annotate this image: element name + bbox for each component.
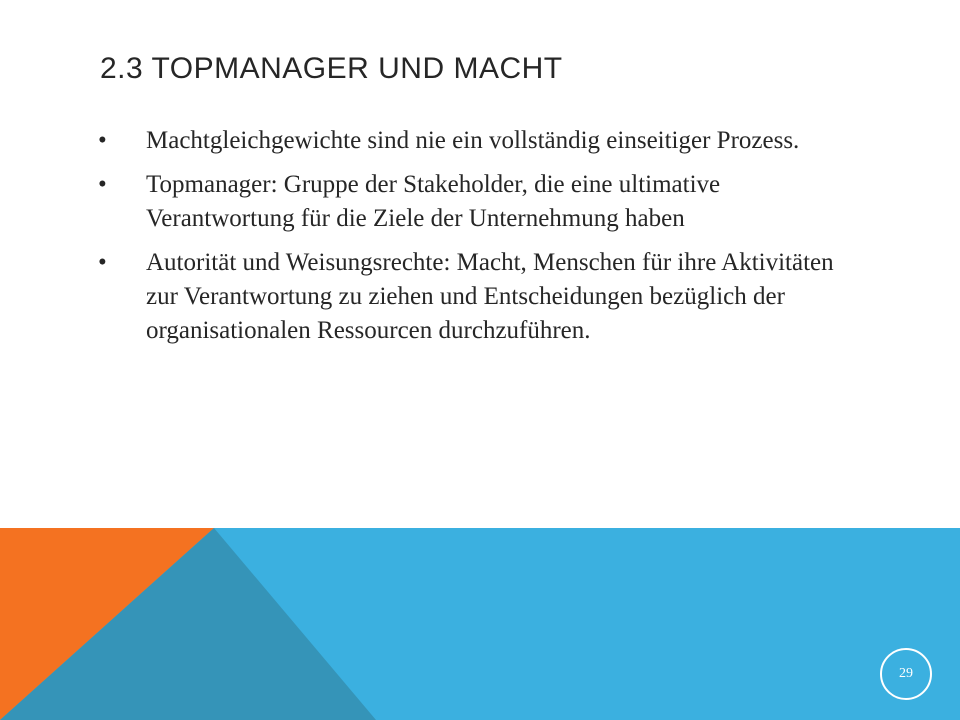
page-number-badge <box>880 648 932 700</box>
slide-title: 2.3 TOPMANAGER UND MACHT <box>100 52 563 85</box>
bullet-dot: • <box>98 127 107 154</box>
bullet-text: Topmanager: Gruppe der Stakeholder, die eine ultimative Verantwortung für die Ziele der Unternehmung haben <box>146 171 721 232</box>
bullet-item <box>96 124 856 158</box>
bullet-text: Autorität und Weisungsrechte: Macht, Menschen für ihre Aktivitäten zur Verantwortung zu ziehen und Entscheidungen bezüglich der organisationalen Ressourcen durchzuführen. <box>146 249 834 344</box>
bullet-item <box>96 246 856 348</box>
bullet-list <box>96 124 856 358</box>
bullet-dot: • <box>98 171 107 198</box>
page-number: 29 <box>899 666 913 681</box>
bullet-text: Machtgleichgewichte sind nie ein vollständig einseitiger Prozess. <box>146 127 800 154</box>
bullet-item <box>96 168 856 236</box>
footer-decoration <box>0 528 960 720</box>
bullet-dot: • <box>98 249 107 276</box>
